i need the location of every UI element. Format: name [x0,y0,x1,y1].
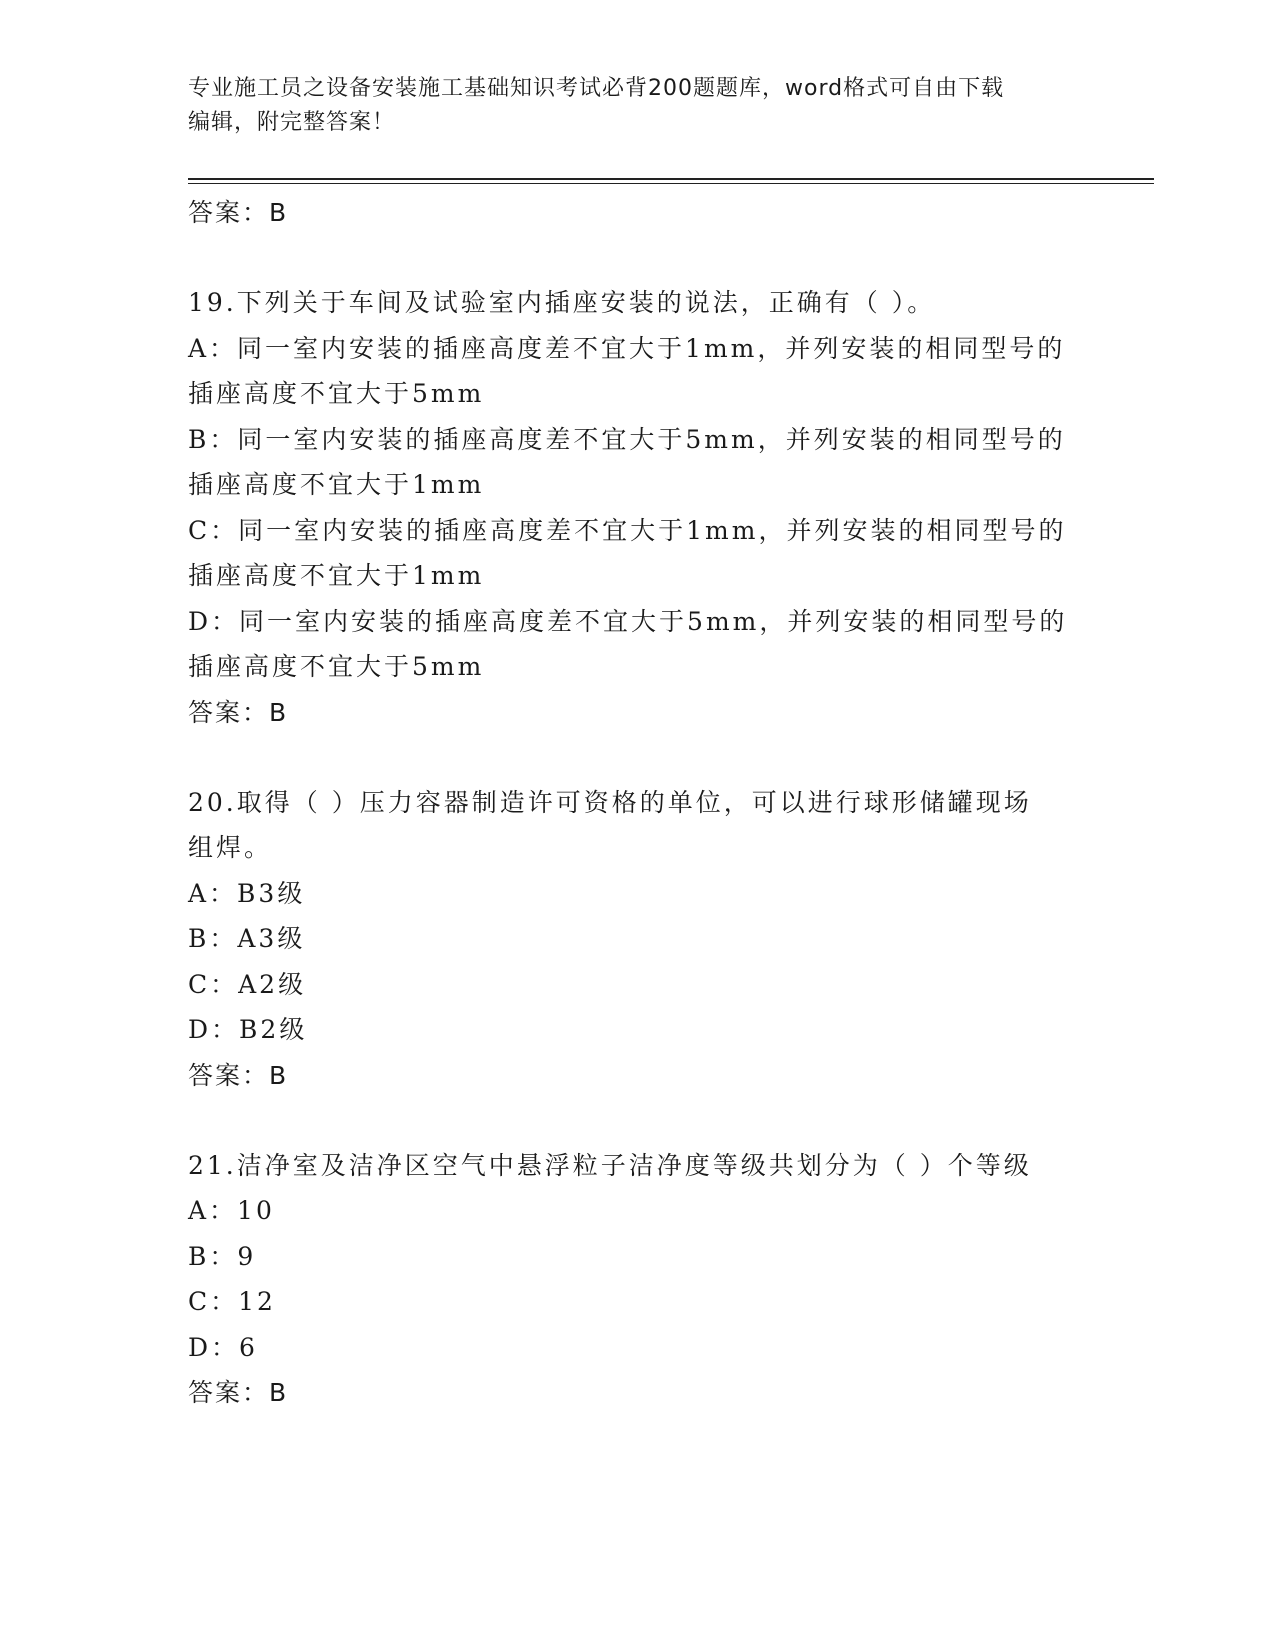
option-a: A：10 [188,1196,275,1225]
option-c: C：同一室内安装的插座高度差不宜大于1mm，并列安装的相同型号的 [188,515,1067,545]
option-b: B：A3级 [188,924,306,953]
question-stem: 20.取得（ ）压力容器制造许可资格的单位，可以进行球形储罐现场 [188,787,1032,817]
document-header [188,72,1088,140]
option-d: D：6 [188,1332,258,1362]
header-line-1: 专业施工员之设备安装施工基础知识考试必背200题题库，word格式可自由下载 [188,76,1005,101]
header-divider [188,178,1154,184]
option-c-cont: 插座高度不宜大于1mm [188,561,485,590]
answer: 答案：B [188,1060,289,1090]
option-b: B：9 [188,1241,257,1271]
question-20 [188,780,1088,1098]
option-a: A：B3级 [188,878,306,908]
question-list [188,190,1088,1415]
option-a: A：同一室内安装的插座高度差不宜大于1mm，并列安装的相同型号的 [188,333,1066,363]
option-b: B：同一室内安装的插座高度差不宜大于5mm，并列安装的相同型号的 [188,424,1066,454]
answer: 答案：B [188,697,289,727]
question-21 [188,1143,1088,1416]
option-d: D：B2级 [188,1015,308,1044]
question-stem-cont: 组焊。 [188,833,273,862]
answer-previous: 答案：B [188,198,289,227]
question-stem: 19.下列关于车间及试验室内插座安装的说法，正确有（ ）。 [188,288,936,317]
option-d-cont: 插座高度不宜大于5mm [188,652,485,681]
spacer [188,1098,1088,1143]
option-c: C：12 [188,1287,276,1316]
question-stem: 21.洁净室及洁净区空气中悬浮粒子洁净度等级共划分为（ ）个等级 [188,1150,1032,1180]
option-b-cont: 插座高度不宜大于1mm [188,470,485,499]
question-19 [188,280,1088,735]
option-d: D：同一室内安装的插座高度差不宜大于5mm，并列安装的相同型号的 [188,606,1068,636]
option-c: C：A2级 [188,969,307,999]
header-line-2: 编辑，附完整答案！ [188,110,396,135]
spacer [188,735,1088,780]
option-a-cont: 插座高度不宜大于5mm [188,379,485,408]
spacer [188,235,1088,280]
answer: 答案：B [188,1378,289,1407]
